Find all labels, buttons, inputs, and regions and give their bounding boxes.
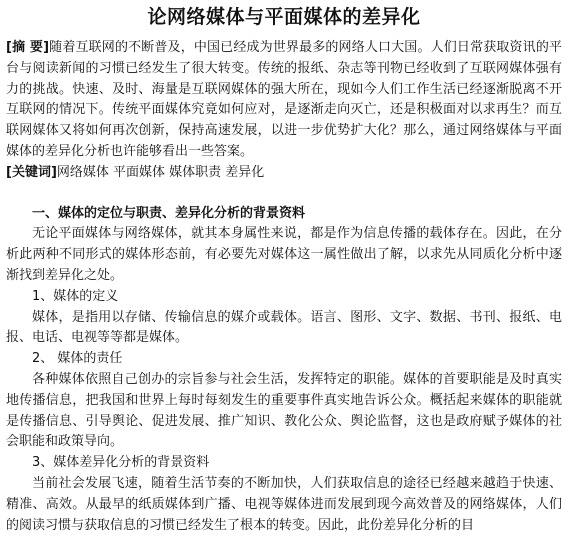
keywords-text: 网络媒体 平面媒体 媒体职责 差异化 <box>56 164 265 180</box>
abstract-paragraph <box>6 38 562 163</box>
blank-line <box>6 184 562 204</box>
keywords-line <box>6 163 562 184</box>
section-intro-paragraph: 无论平面媒体与网络媒体，就其本身属性来说，都是作为信息传播的载体存在。因此，在分析此两种不同形式的媒体形态前，有必要先对媒体这一属性做出了解，以求先从同质化分析中逐渐找到差异化之处。 <box>6 226 562 283</box>
abstract-label: [摘 要] <box>6 40 50 55</box>
subsection-heading-definition: 1、媒体的定义 <box>32 288 119 304</box>
definition-paragraph: 媒体，是指用以存储、传输信息的媒介或载体。语言、图形、文字、数据、书刊、报纸、电报、电话、电视等等都是媒体。 <box>6 309 562 346</box>
subsection-heading-responsibility: 2、 媒体的责任 <box>32 351 123 367</box>
document-title: 论网络媒体与平面媒体的差异化 <box>147 6 421 28</box>
subsection-heading-background: 3、媒体差异化分析的背景资料 <box>32 455 210 471</box>
section-heading: 一、媒体的定位与职责、差异化分析的背景资料 <box>32 205 306 221</box>
abstract-text: 随着互联网的不断普及，中国已经成为世界最多的网络人口大国。人们日常获取资讯的平台与阅读新闻的习惯已经发生了很大转变。传统的报纸、杂志等刊物已经收到了互联网媒体强有力的挑战。快速、及时、海量是互联网媒体的强大所在，现如今人们工作生活已经逐渐脱离不开互联网的情况下。传统平面媒体究竟如何应对，是逐渐走向灭亡，还是积极面对以求再生？而互联网媒体又将如何再次创新，保持高速发展，以进一步优势扩大化？那么，通过网络媒体与平面媒体的差异化分析也许能够看出一些答案。 <box>6 40 562 159</box>
responsibility-paragraph: 各种媒体依照自己创办的宗旨参与社会生活，发挥特定的职能。媒体的首要职能是及时真实地传播信息，把我国和世界上每时每刻发生的重要事件真实地告诉公众。概括起来媒体的职能就是传播信息、引导舆论、促进发展、推广知识、教化公众、舆论监督，这也是政府赋予媒体的社会职能和政策导向。 <box>6 371 562 450</box>
keywords-label: [关键词] <box>6 164 57 180</box>
background-paragraph: 当前社会发展飞速，随着生活节奏的不断加快，人们获取信息的途径已经越来越趋于快速、精准、高效。从最早的纸质媒体到广播、电视等媒体进而发展到现今高效普及的网络媒体，人们的阅读习惯与获取信息的习惯已经发生了根本的转变。因此，此份差异化分析的目 <box>6 475 562 533</box>
